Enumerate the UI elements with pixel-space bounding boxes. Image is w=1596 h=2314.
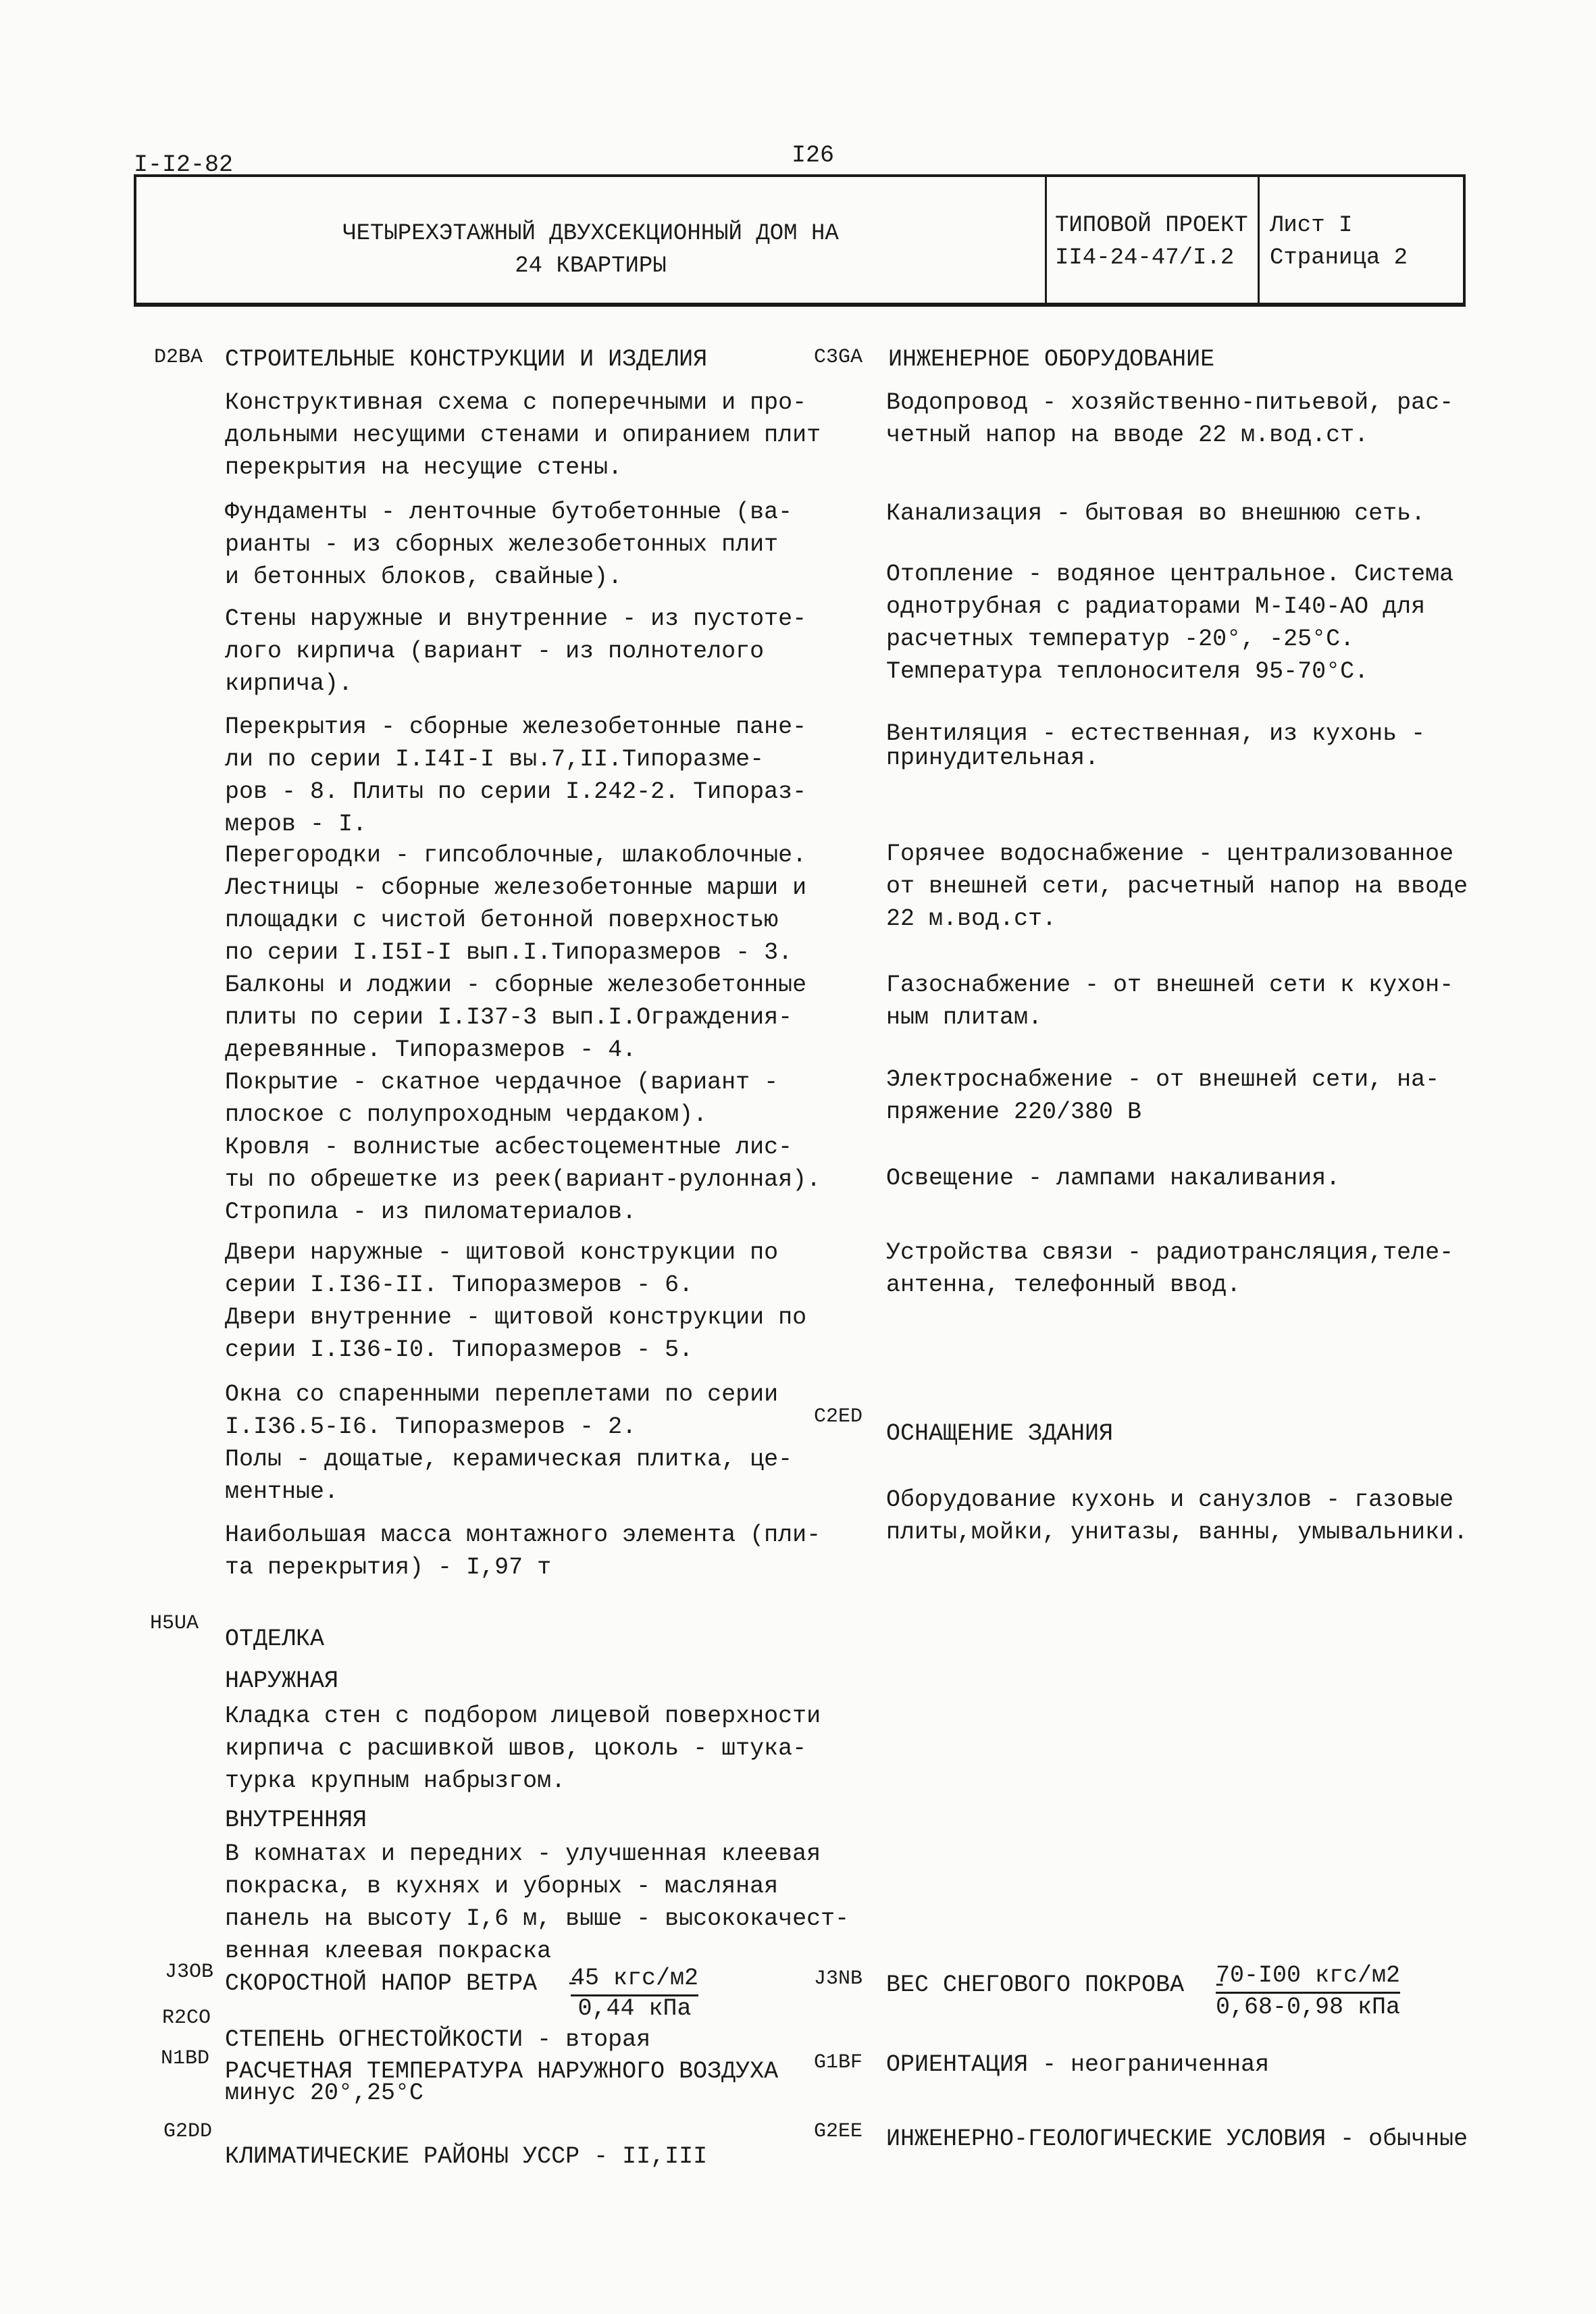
fire-resistance-text: СТЕПЕНЬ ОГНЕСТОЙКОСТИ - вторая <box>225 2026 651 2053</box>
snow-load-value <box>1216 1959 1400 2023</box>
text-line: Стены наружные и внутренние - из пустоте- <box>225 605 807 632</box>
inner-finish-text <box>225 1838 850 1967</box>
text-line: Перекрытия - сборные железобетонные пане- <box>225 713 807 740</box>
title-divider <box>1045 177 1047 303</box>
text-line: Лестницы - сборные железобетонные марши и <box>225 874 807 901</box>
text-line: Окна со спаренными переплетами по серии <box>225 1381 779 1408</box>
text-line: Полы - дощатые, керамическая плитка, це- <box>225 1446 793 1473</box>
section-code: G2DD <box>163 2120 213 2143</box>
text-line: Отопление - водяное центральное. Система <box>886 561 1454 588</box>
text-line: кирпича с расшивкой швов, цоколь - штука- <box>225 1735 807 1762</box>
design-temperature-label: РАСЧЕТНАЯ ТЕМПЕРАТУРА НАРУЖНОГО ВОЗДУХА <box>225 2058 779 2085</box>
text-line: Водопровод - хозяйственно-питьевой, рас- <box>886 389 1454 416</box>
text-line: Кладка стен с подбором лицевой поверхности <box>225 1703 821 1730</box>
text-line: Наибольшая масса монтажного элемента (пли- <box>225 1521 821 1549</box>
subheading-inner: ВНУТРЕННЯЯ <box>225 1807 367 1834</box>
communications-paragraph <box>886 1236 1494 1301</box>
text-line: турка крупным набрызгом. <box>225 1767 566 1794</box>
max-mass-paragraph <box>225 1519 833 1584</box>
text-line: рианты - из сборных железобетонных плит <box>225 531 779 558</box>
section-code: D2BA <box>154 346 203 369</box>
text-line: ментные. <box>225 1478 339 1505</box>
section-code: C3GA <box>814 346 863 369</box>
text-line: 22 м.вод.ст. <box>886 905 1057 932</box>
sewer-paragraph <box>886 497 1494 530</box>
design-temperature-value: минус 20°,25°С <box>225 2080 424 2107</box>
snow-load-numerator: 70-I00 кгс/м2 <box>1216 1959 1400 1994</box>
text-line: ты по обрешетке из реек(вариант-рулонная). <box>225 1166 821 1193</box>
sheet-page: Страница 2 <box>1270 245 1408 271</box>
section-code: J3OB <box>165 1961 214 1984</box>
snow-load-label: ВЕС СНЕГОВОГО ПОКРОВА - <box>886 1971 1227 1998</box>
building-title-line: ЧЕТЫРЕХЭТАЖНЫЙ ДВУХСЕКЦИОННЫЙ ДОМ НА <box>342 221 839 247</box>
section-heading-equipment: ОСНАЩЕНИЕ ЗДАНИЯ <box>886 1420 1114 1447</box>
text-line: та перекрытия) - I,97 т <box>225 1554 552 1581</box>
text-line: принудительная. <box>886 745 1100 772</box>
text-line: Перегородки - гипсоблочные, шлакоблочные. <box>225 842 807 869</box>
text-line: расчетных температур -20°, -25°С. <box>886 626 1355 653</box>
sheet-number: Лист I <box>1270 213 1353 238</box>
text-line: лого кирпича (вариант - из полнотелого <box>225 638 765 665</box>
structures-paragraph <box>225 386 833 484</box>
building-title-line: 24 КВАРТИРЫ <box>515 253 667 279</box>
wind-pressure-denominator: 0,44 кПа <box>577 1995 692 2022</box>
text-line: Кровля - волнистые асбестоцементные лис- <box>225 1134 793 1161</box>
building-title <box>136 218 1045 282</box>
foundations-paragraph <box>225 496 833 593</box>
section-heading-engineering: ИНЖЕНЕРНОЕ ОБОРУДОВАНИЕ <box>888 346 1215 373</box>
partitions-stairs-roof-paragraph <box>225 839 833 1228</box>
project-label: ТИПОВОЙ ПРОЕКТ <box>1055 213 1248 238</box>
power-paragraph <box>886 1063 1494 1128</box>
section-code: J3NB <box>814 1967 863 1990</box>
orientation-text: ОРИЕНТАЦИЯ - неограниченная <box>886 2051 1270 2078</box>
text-line: Стропила - из пиломатериалов. <box>225 1199 637 1226</box>
text-line: плиты по серии I.I37-3 вып.I.Ограждения- <box>225 1004 793 1031</box>
text-line: Канализация - бытовая во внешнюю сеть. <box>886 500 1426 527</box>
outer-finish-text <box>225 1700 833 1797</box>
text-line: плоское с полупроходным чердаком). <box>225 1101 708 1128</box>
text-line: I.I36.5-I6. Типоразмеров - 2. <box>225 1413 637 1440</box>
text-line: деревянные. Типоразмеров - 4. <box>225 1036 637 1063</box>
text-line: Покрытие - скатное чердачное (вариант - <box>225 1069 779 1096</box>
text-line: Газоснабжение - от внешней сети к кухон- <box>886 972 1454 999</box>
text-line: Вентиляция - естественная, из кухонь - <box>886 720 1426 747</box>
text-line: Устройства связи - радиотрансляция,теле- <box>886 1239 1454 1266</box>
text-line: антенна, телефонный ввод. <box>886 1272 1241 1299</box>
ventilation-paragraph <box>886 722 1494 770</box>
page-number: I26 <box>792 142 835 169</box>
text-line: меров - I. <box>225 811 367 838</box>
text-line: площадки с чистой бетонной поверхностью <box>225 907 779 934</box>
text-line: ли по серии I.I4I-I вы.7,II.Типоразме- <box>225 746 765 773</box>
equipment-paragraph <box>886 1484 1494 1549</box>
text-line: Двери наружные - щитовой конструкции по <box>225 1239 779 1266</box>
section-code: G2EE <box>814 2120 863 2143</box>
section-heading-structures: СТРОИТЕЛЬНЫЕ КОНСТРУКЦИИ И ИЗДЕЛИЯ <box>225 346 708 373</box>
sheet-cell <box>1270 209 1459 274</box>
text-line: кирпича). <box>225 670 353 697</box>
section-code: R2CO <box>162 2007 211 2030</box>
text-line: дольными несущими стенами и опиранием плит <box>225 422 821 449</box>
wind-pressure-value <box>571 1962 698 2025</box>
subheading-outer: НАРУЖНАЯ <box>225 1667 339 1694</box>
text-line: серии I.I36-I0. Типоразмеров - 5. <box>225 1336 694 1363</box>
text-line: покраска, в кухнях и уборных - масляная <box>225 1873 779 1900</box>
doors-paragraph <box>225 1236 833 1366</box>
project-cell <box>1055 209 1258 274</box>
text-line: по серии I.I5I-I вып.I.Типоразмеров - 3. <box>225 939 793 966</box>
text-line: Температура теплоносителя 95-70°С. <box>886 658 1369 685</box>
text-line: плиты,мойки, унитазы, ванны, умывальники. <box>886 1519 1468 1546</box>
lighting-paragraph <box>886 1162 1494 1194</box>
section-heading-finish: ОТДЕЛКА <box>225 1626 325 1653</box>
text-line: Электроснабжение - от внешней сети, на- <box>886 1066 1440 1093</box>
text-line: венная клеевая покраска <box>225 1938 552 1965</box>
text-line: и бетонных блоков, свайные). <box>225 563 623 590</box>
document-number: I-I2-82 <box>134 151 234 178</box>
heating-paragraph <box>886 558 1494 688</box>
text-line: от внешней сети, расчетный напор на вводе <box>886 873 1468 900</box>
text-line: серии I.I36-II. Типоразмеров - 6. <box>225 1272 694 1299</box>
geology-text: ИНЖЕНЕРНО-ГЕОЛОГИЧЕСКИЕ УСЛОВИЯ - обычные <box>886 2126 1468 2153</box>
text-line: Освещение - лампами накаливания. <box>886 1165 1341 1192</box>
section-code: H5UA <box>150 1612 199 1635</box>
walls-paragraph <box>225 603 833 700</box>
water-supply-paragraph <box>886 386 1494 451</box>
text-line: четный напор на вводе 22 м.вод.ст. <box>886 422 1369 449</box>
text-line: перекрытия на несущие стены. <box>225 454 623 481</box>
floors-paragraph <box>225 711 833 840</box>
section-code: C2ED <box>814 1405 863 1428</box>
wind-pressure-label: СКОРОСТНОЙ НАПОР ВЕТРА - <box>225 1970 580 1997</box>
text-line: Двери внутренние - щитовой конструкции по <box>225 1304 807 1331</box>
windows-floors-paragraph <box>225 1378 833 1508</box>
sheet-divider <box>1258 177 1260 303</box>
text-line: В комнатах и передних - улучшенная клеевая <box>225 1840 821 1867</box>
text-line: пряжение 220/380 В <box>886 1099 1142 1126</box>
snow-load-denominator: 0,68-0,98 кПа <box>1216 1994 1401 2021</box>
wind-pressure-numerator: 45 кгс/м2 <box>571 1962 698 1996</box>
section-code: G1BF <box>814 2051 863 2074</box>
text-line: Фундаменты - ленточные бутобетонные (ва- <box>225 499 793 526</box>
text-line: ров - 8. Плиты по серии I.242-2. Типораз- <box>225 778 807 805</box>
hot-water-paragraph <box>886 838 1494 935</box>
text-line: Горячее водоснабжение - централизованное <box>886 840 1454 867</box>
text-line: ным плитам. <box>886 1004 1043 1031</box>
text-line: Оборудование кухонь и санузлов - газовые <box>886 1486 1454 1513</box>
section-code: N1BD <box>161 2047 210 2070</box>
text-line: Балконы и лоджии - сборные железобетонные <box>225 972 807 999</box>
gas-paragraph <box>886 969 1494 1034</box>
project-code: II4-24-47/I.2 <box>1055 245 1235 271</box>
text-line: панель на высоту I,6 м, выше - высококачест- <box>225 1905 850 1932</box>
text-line: Конструктивная схема с поперечными и про- <box>225 389 807 416</box>
title-block <box>134 174 1466 307</box>
text-line: однотрубная с радиаторами М-I40-АО для <box>886 593 1426 620</box>
climate-zones-text: КЛИМАТИЧЕСКИЕ РАЙОНЫ УССР - II,III <box>225 2143 708 2170</box>
